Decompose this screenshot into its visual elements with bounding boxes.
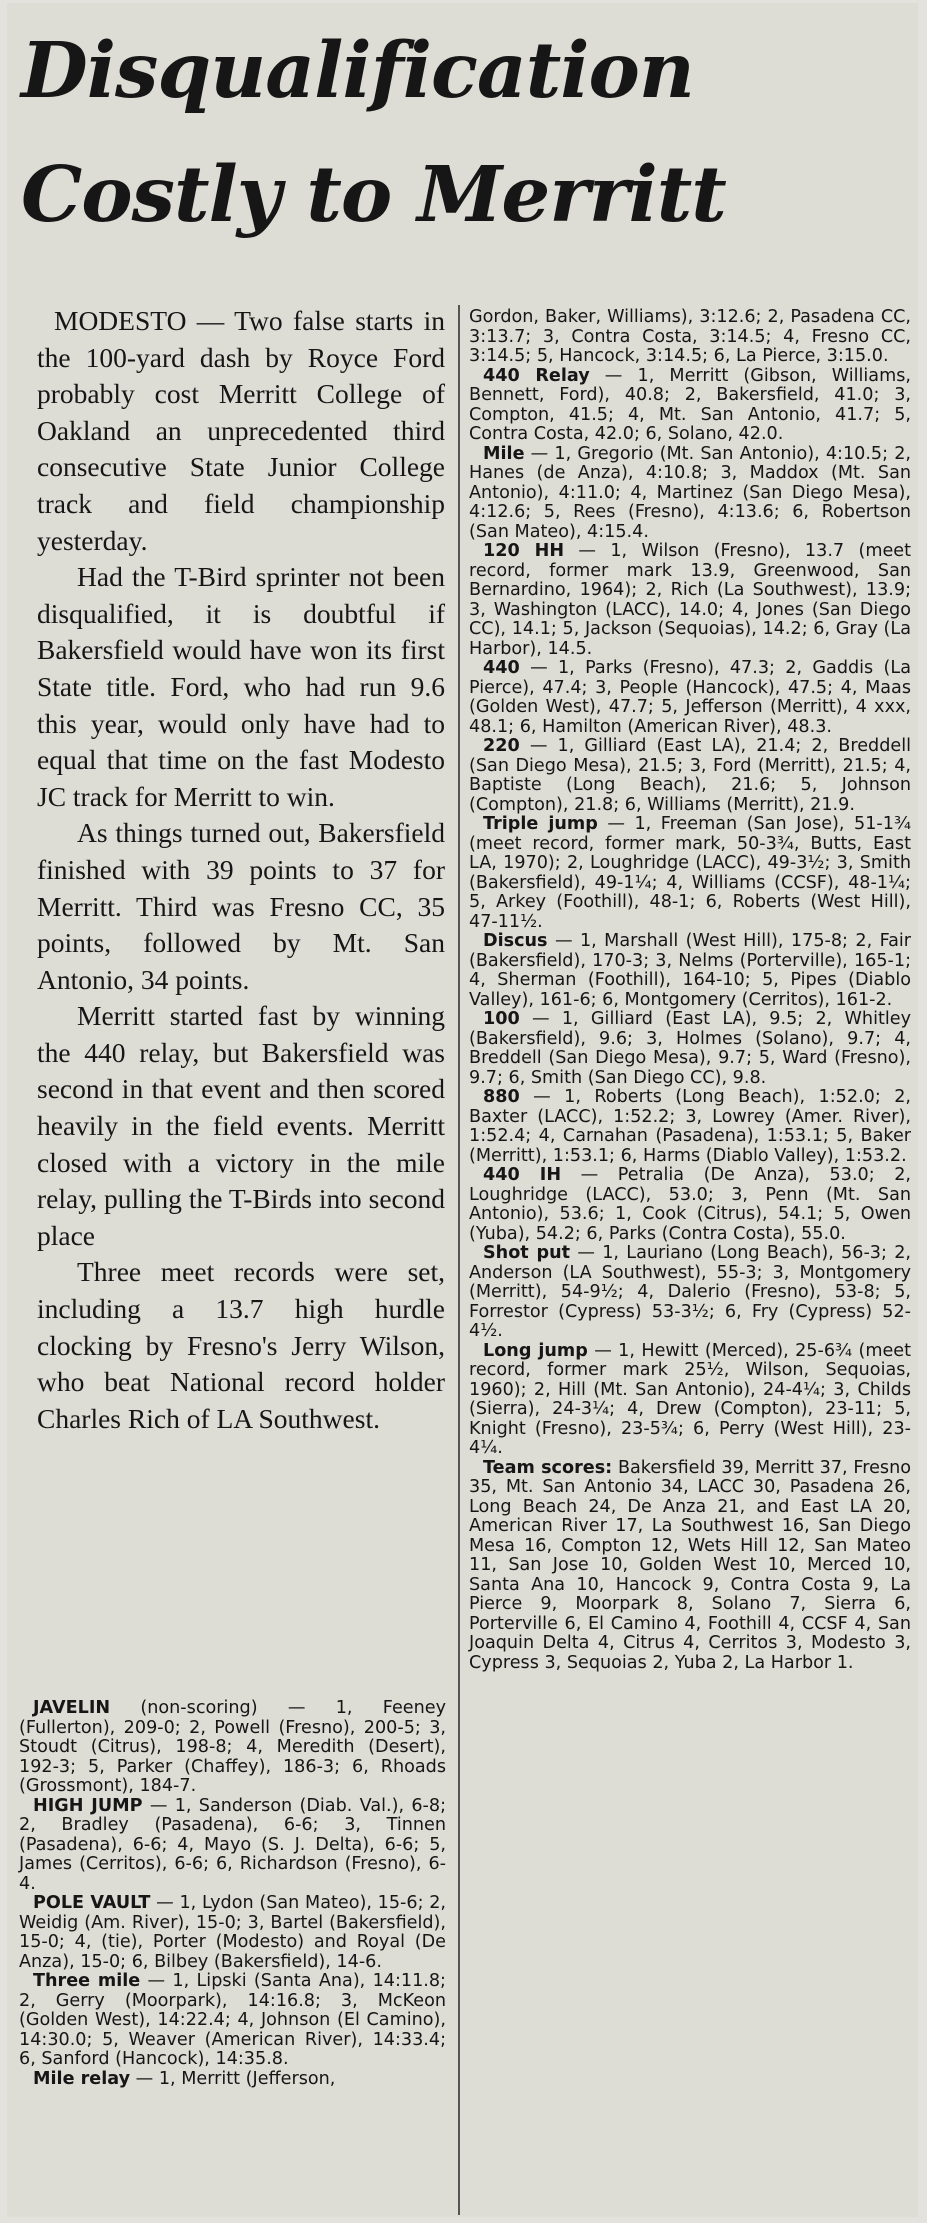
event-results: — 1, Parks (Fresno), 47.3; 2, Gaddis (La Pierce), 47.4; 3, People (Hancock), 47.5; 4, Maas (Golden West), 47.7; 5, Jefferson (Merritt), 4 xxx, 48.1; 6, Hamilton (American River), 48.3. bbox=[469, 658, 911, 737]
event-name: 440 bbox=[483, 658, 520, 678]
event-name: Shot put bbox=[483, 1243, 571, 1263]
event-results: — 1, Gilliard (East LA), 9.5; 2, Whitley (Bakersfield), 9.6; 3, Holmes (Solano), 9.7; 4, Breddell (San Diego Mesa), 9.7; 5, Ward (Fresno), 9.7; 6, Smith (San Diego CC), 9.8. bbox=[469, 1009, 911, 1088]
event-results: — 1, Gilliard (East LA), 21.4; 2, Breddell (San Diego Mesa), 21.5; 3, Ford (Merritt), 21.5; 4, Baptiste (Long Beach), 21.6; 5, Johnson (Compton), 21.8; 6, Williams (Merritt), 21.9. bbox=[469, 736, 911, 815]
event-results: — 1, Hewitt (Merced), 25-6¾ (meet record, former mark 25½, Wilson, Sequoias, 1960); 2, Hill (Mt. San Antonio), 24-4¼; 3, Childs (Sierra), 24-3¼; 4, Drew (Compton), 23-11; 5, Knight (Fresno), 23-5¾; 6, Perry (West Hill), 23-4¼. bbox=[469, 1340, 912, 1458]
result-item bbox=[19, 1699, 446, 1797]
story-paragraph: MODESTO — Two false starts in the 100-yard dash by Royce Ford probably cost Merritt College of Oakland an unprecedented third consecutive State Junior College track and field championship yesterday. bbox=[37, 305, 445, 556]
event-results: Gordon, Baker, Williams), 3:12.6; 2, Pasadena CC, 3:13.7; 3, Contra Costa, 3:14.5; 4, Fresno CC, 3:14.5; 5, Hancock, 3:14.5; 6, La Pierce, 3:15.0. bbox=[469, 307, 911, 366]
event-name: 100 bbox=[483, 1009, 520, 1029]
event-results: — 1, Freeman (San Jose), 51-1¾ (meet record, former mark, 50-3¾, Butts, East LA, 1970); 2, Loughridge (LACC), 49-3½; 3, Smith (Bakersfield), 49-1¼; 4, Williams (CCSF), 48-1¼; 5, Arkey (Foothill), 48-1; 6, Roberts (West Hill), 47-11½. bbox=[469, 814, 911, 932]
event-name: Mile bbox=[483, 443, 525, 464]
event-name: HIGH JUMP bbox=[33, 1795, 143, 1816]
newspaper-clipping bbox=[7, 3, 918, 2217]
result-item bbox=[469, 815, 911, 932]
result-item bbox=[469, 1244, 911, 1342]
event-name: JAVELIN bbox=[33, 1698, 111, 1718]
event-name: 120 HH bbox=[483, 541, 565, 561]
event-name: POLE VAULT bbox=[33, 1893, 151, 1913]
story-body bbox=[37, 303, 445, 1437]
headline bbox=[21, 9, 911, 257]
results-right-column bbox=[469, 308, 911, 1673]
result-item bbox=[469, 308, 911, 367]
event-name: Team scores: bbox=[483, 1457, 613, 1478]
result-item bbox=[469, 1010, 911, 1088]
event-results: — 1, Roberts (Long Beach), 1:52.0; 2, Baxter (LACC), 1:52.2; 3, Lowrey (Amer. River), 1:52.4; 4, Carnahan (Pasadena), 1:53.1; 5, Baker (Merritt), 1:53.1; 6, Harms (Diablo Valley), 1:53.2. bbox=[469, 1087, 911, 1166]
event-results: — 1, Lydon (San Mateo), 15-6; 2, Weidig (Am. River), 15-0; 3, Bartel (Bakersfield), 15-0; 4, (tie), Porter (Modesto) and Royal (De Anza), 15-0; 6, Bilbey (Bakersfield), 14-6. bbox=[19, 1893, 446, 1972]
event-results: Bakersfield 39, Merritt 37, Fresno 35, Mt. San Antonio 34, LACC 30, Pasadena 26, Long Beach 24, De Anza 21, and East LA 20, American River 17, La Southwest 16, San Diego Mesa 16, Compton 12, Wets Hill 12, San Mateo 11, San Jose 10, Golden West 10, Merced 10, Santa Ana 10, Hancock 9, Contra Costa 9, La Pierce 9, Moorpark 8, Solano 7, Sierra 6, Porterville 6, El Camino 4, Foothill 4, CCSF 4, San Joaquin Delta 4, Citrus 4, Cerritos 3, Modesto 3, Cypress 3, Sequoias 2, Yuba 2, La Harbor 1. bbox=[469, 1457, 911, 1673]
event-name: Mile relay bbox=[33, 2068, 131, 2089]
headline-line-2: Costly to Merritt bbox=[21, 150, 726, 240]
team-scores bbox=[469, 1459, 911, 1674]
event-results: — 1, Lauriano (Long Beach), 56-3; 2, Anderson (LA Southwest), 55-3; 3, Montgomery (Merritt), 54-9½; 4, Dalerio (Fresno), 53-8; 5, Forrestor (Cypress) 53-3½; 6, Fry (Cypress) 52-4½. bbox=[469, 1243, 911, 1341]
event-results: — 1, Sanderson (Diab. Val.), 6-8; 2, Bradley (Pasadena), 6-6; 3, Tinnen (Pasadena), 6-6; 4, Mayo (S. J. Delta), 6-6; 5, James (Cerritos), 6-6; 6, Richardson (Fresno), 6-4. bbox=[19, 1795, 446, 1894]
event-name: Long jump bbox=[483, 1340, 588, 1361]
headline-line-1: Disqualification bbox=[21, 26, 694, 116]
event-name: 220 bbox=[483, 736, 520, 756]
event-name: 440 IH bbox=[483, 1165, 562, 1185]
result-item bbox=[19, 1972, 446, 2070]
result-item bbox=[469, 367, 911, 445]
event-results: — 1, Lipski (Santa Ana), 14:11.8; 2, Gerry (Moorpark), 14:16.8; 3, McKeon (Golden West), 14:22.4; 4, Johnson (El Camino), 14:30.0; 5, Weaver (American River), 14:33.4; 6, Sanford (Hancock), 14:35.8. bbox=[19, 1971, 446, 2069]
column-divider bbox=[458, 305, 460, 2215]
results-left-column bbox=[19, 1699, 446, 2089]
event-results: — 1, Gregorio (Mt. San Antonio), 4:10.5; 2, Hanes (de Anza), 4:10.8; 3, Maddox (Mt. San Antonio), 4:11.0; 4, Martinez (San Diego Mesa), 4:12.6; 5, Rees (Fresno), 4:13.6; 6, Robertson (San Mateo), 4:15.4. bbox=[469, 443, 911, 542]
event-results: — 1, Wilson (Fresno), 13.7 (meet record, former mark 13.9, Greenwood, San Bernardino, 1964); 2, Rich (La Southwest), 13.9; 3, Washington (LACC), 14.0; 4, Jones (San Diego CC), 14.1; 5, Jackson (Sequoias), 14.2; 6, Gray (La Harbor), 14.5. bbox=[469, 541, 911, 659]
event-name: Discus bbox=[483, 931, 548, 951]
result-item bbox=[469, 1166, 911, 1244]
result-item bbox=[19, 1797, 446, 1895]
event-results: — 1, Merritt (Gibson, Williams, Bennett, Ford), 40.8; 2, Bakersfield, 41.0; 3, Compton, 41.5; 4, Mt. San Antonio, 41.7; 5, Contra Costa, 42.0; 6, Solano, 42.0. bbox=[469, 365, 911, 444]
event-name: 880 bbox=[483, 1087, 520, 1107]
result-item bbox=[469, 659, 911, 737]
result-item bbox=[469, 445, 911, 543]
story-paragraph: As things turned out, Bakersfield finished with 39 points to 37 for Merritt. Third was Fresno CC, 35 points, followed by Mt. San Antonio, 34 points. bbox=[37, 817, 445, 995]
event-results: — Petralia (De Anza), 53.0; 2, Loughridge (LACC), 53.0; 3, Penn (Mt. San Antonio), 53.6; 1, Cook (Citrus), 54.1; 5, Owen (Yuba), 54.2; 6, Parks (Contra Costa), 55.0. bbox=[469, 1165, 911, 1244]
story-paragraph: Merritt started fast by winning the 440 relay, but Bakersfield was second in that event and then scored heavily in the field events. Merritt closed with a victory in the mile relay, pulling the T-Birds into second place bbox=[37, 1000, 445, 1251]
result-item bbox=[469, 737, 911, 815]
event-results: — 1, Merritt (Jefferson, bbox=[130, 2068, 336, 2089]
result-item bbox=[469, 1088, 911, 1166]
result-item bbox=[469, 1342, 911, 1459]
event-name: Triple jump bbox=[483, 814, 598, 834]
event-results: — 1, Marshall (West Hill), 175-8; 2, Fair (Bakersfield), 170-3; 3, Nelms (Porterville), 165-1; 4, Sherman (Foothill), 164-10; 5, Pipes (Diablo Valley), 161-6; 6, Montgomery (Cerritos), 161-2. bbox=[469, 931, 911, 1010]
event-results: (non-scoring) — 1, Feeney (Fullerton), 209-0; 2, Powell (Fresno), 200-5; 3, Stoudt (Citrus), 198-8; 4, Meredith (Desert), 192-3; 5, Parker (Chaffey), 186-3; 6, Rhoads (Grossmont), 184-7. bbox=[19, 1698, 446, 1796]
event-name: 440 Relay bbox=[483, 365, 590, 386]
result-item bbox=[19, 1894, 446, 1972]
result-item bbox=[469, 542, 911, 659]
story-paragraph: Had the T-Bird sprinter not been disqualified, it is doubtful if Bakersfield would have won its first State title. Ford, who had run 9.6 this year, would only have had to equal that time on the fast Modesto JC track for Merritt to win. bbox=[37, 561, 445, 812]
result-item bbox=[19, 2070, 446, 2090]
event-name: Three mile bbox=[33, 1971, 141, 1991]
story-paragraph: Three meet records were set, including a 13.7 high hurdle clocking by Fresno's Jerry Wilson, who beat National record holder Charles Rich of LA Southwest. bbox=[37, 1256, 445, 1434]
result-item bbox=[469, 932, 911, 1010]
